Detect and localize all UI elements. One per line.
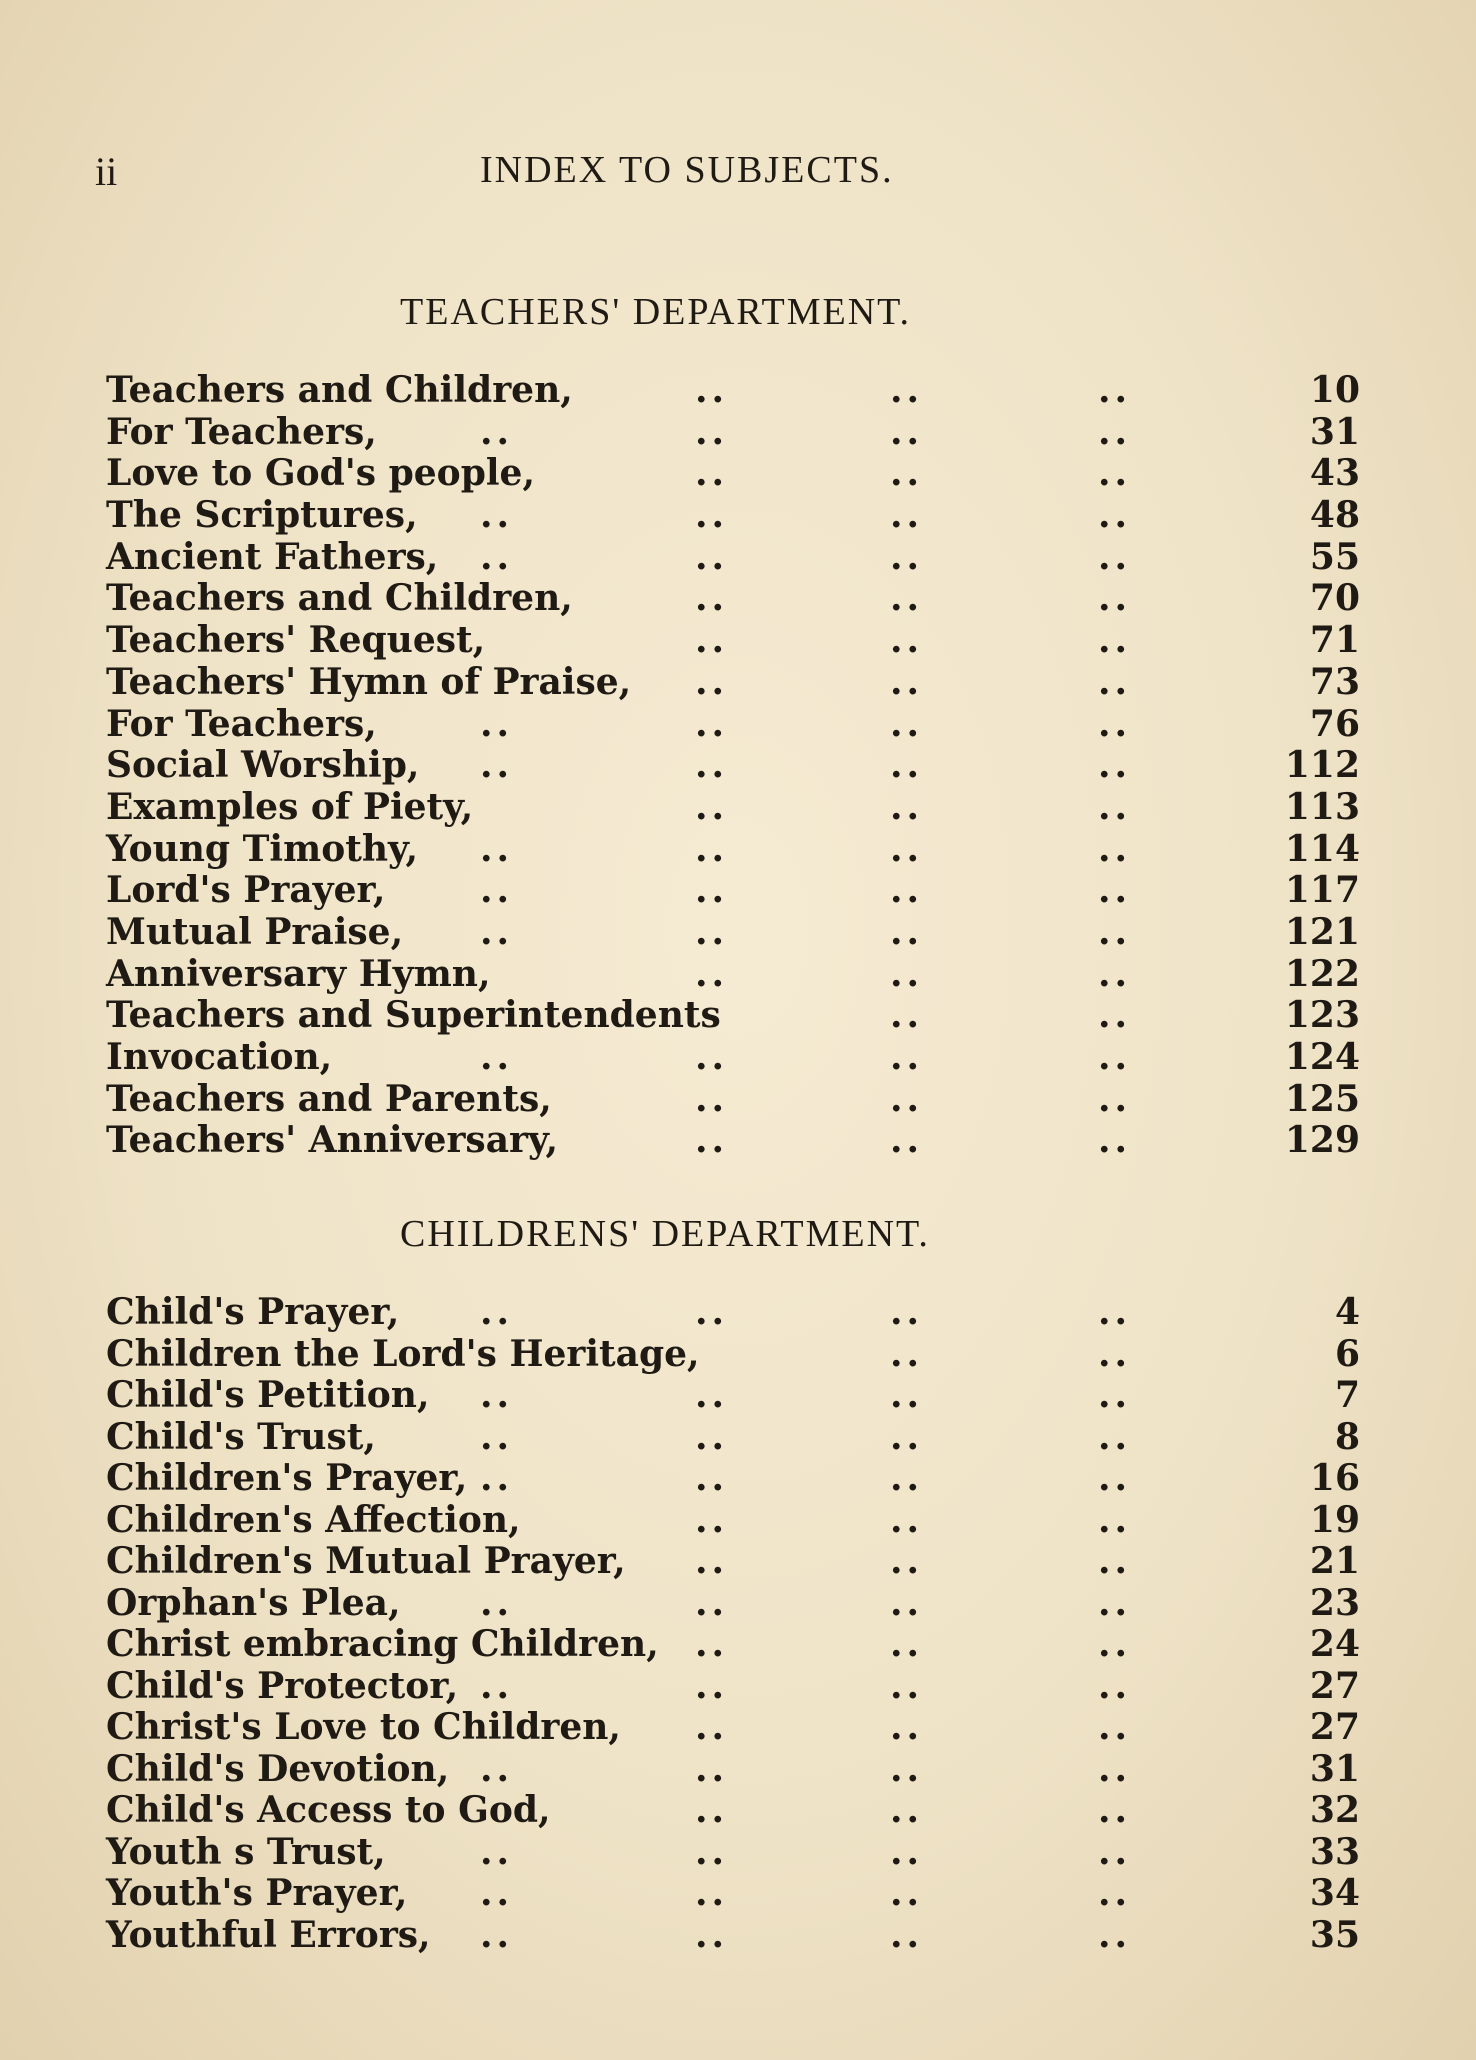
leader-dots: .. <box>695 869 729 912</box>
leader-dots: .. <box>695 1789 729 1831</box>
entry-page-number: 24 <box>1309 1623 1360 1665</box>
entry-title: For Teachers, <box>106 702 377 745</box>
leader-dots: .. <box>1098 1077 1132 1120</box>
leader-dots: .. <box>695 702 729 745</box>
index-entry <box>100 453 1360 495</box>
entry-title: For Teachers, <box>106 410 377 453</box>
entry-title: Teachers and Children, <box>106 369 573 411</box>
leader-dots: .. <box>695 660 729 703</box>
section-title-children: CHILDRENS' DEPARTMENT. <box>400 1213 930 1255</box>
leader-dots: .. <box>1098 827 1132 870</box>
entry-title: Youth's Prayer, <box>106 1872 408 1914</box>
leader-dots: .. <box>1098 702 1132 745</box>
leader-dots: .. <box>695 1913 729 1956</box>
entry-title: Teachers and Superintendents <box>106 994 721 1037</box>
entry-page-number: 124 <box>1284 1036 1360 1078</box>
entry-title: Teachers and Parents, <box>106 1077 552 1120</box>
leader-dots: .. <box>1098 744 1132 787</box>
leader-dots: .. <box>480 827 514 870</box>
index-entry <box>100 1375 1360 1417</box>
index-entry <box>100 1292 1360 1334</box>
entry-page-number: 122 <box>1284 952 1360 995</box>
leader-dots: .. <box>480 410 514 453</box>
leader-dots: .. <box>480 744 514 787</box>
index-entry <box>100 537 1360 579</box>
leader-dots: .. <box>480 1374 514 1416</box>
entry-page-number: 113 <box>1284 785 1360 828</box>
leader-dots: .. <box>1098 1457 1132 1499</box>
leader-dots: .. <box>890 1498 924 1541</box>
leader-dots: .. <box>480 1581 514 1624</box>
leader-dots: .. <box>890 1581 924 1624</box>
entry-page-number: 33 <box>1309 1830 1360 1873</box>
leader-dots: .. <box>1098 869 1132 912</box>
index-entry <box>100 1915 1360 1957</box>
leader-dots: .. <box>695 1706 729 1748</box>
leader-dots: .. <box>890 660 924 703</box>
index-entry <box>100 1790 1360 1832</box>
leader-dots: .. <box>890 577 924 620</box>
entry-title: Orphan's Plea, <box>106 1581 401 1624</box>
leader-dots: .. <box>1098 1291 1132 1333</box>
index-entry <box>100 1832 1360 1874</box>
entry-page-number: 112 <box>1284 744 1360 787</box>
leader-dots: .. <box>890 1332 924 1375</box>
index-entry <box>100 995 1360 1037</box>
entry-page-number: 70 <box>1309 577 1360 620</box>
leader-dots: .. <box>1098 1415 1132 1458</box>
leader-dots: .. <box>1098 1036 1132 1078</box>
leader-dots: .. <box>695 1119 729 1162</box>
entry-page-number: 76 <box>1309 702 1360 745</box>
entry-page-number: 31 <box>1309 410 1360 453</box>
leader-dots: .. <box>480 1457 514 1499</box>
leader-dots: .. <box>890 827 924 870</box>
entry-title: Child's Devotion, <box>106 1747 450 1790</box>
entry-page-number: 43 <box>1309 452 1360 495</box>
entry-page-number: 121 <box>1284 910 1360 953</box>
leader-dots: .. <box>890 1077 924 1120</box>
teachers-index-list <box>100 370 1360 1162</box>
index-entry <box>100 1120 1360 1162</box>
leader-dots: .. <box>1098 1332 1132 1375</box>
leader-dots: .. <box>890 744 924 787</box>
leader-dots: .. <box>890 1119 924 1162</box>
leader-dots: .. <box>695 1036 729 1078</box>
leader-dots: .. <box>890 1706 924 1748</box>
leader-dots: .. <box>890 1913 924 1956</box>
leader-dots: .. <box>480 1830 514 1873</box>
leader-dots: .. <box>1098 660 1132 703</box>
leader-dots: .. <box>890 1374 924 1416</box>
entry-page-number: 35 <box>1309 1913 1360 1956</box>
entry-title: Child's Access to God, <box>106 1789 551 1831</box>
leader-dots: .. <box>890 702 924 745</box>
entry-page-number: 16 <box>1309 1457 1360 1499</box>
leader-dots: .. <box>695 744 729 787</box>
entry-title: Teachers and Children, <box>106 577 573 620</box>
entry-title: Child's Protector, <box>106 1664 459 1707</box>
leader-dots: .. <box>890 410 924 453</box>
entry-page-number: 73 <box>1309 660 1360 703</box>
leader-dots: .. <box>695 1872 729 1914</box>
childrens-index-list <box>100 1292 1360 1956</box>
entry-title: Youthful Errors, <box>106 1913 431 1956</box>
leader-dots: .. <box>695 952 729 995</box>
leader-dots: .. <box>890 1872 924 1914</box>
leader-dots: .. <box>1098 410 1132 453</box>
leader-dots: .. <box>1098 1540 1132 1582</box>
entry-page-number: 21 <box>1309 1540 1360 1582</box>
entry-page-number: 31 <box>1309 1747 1360 1790</box>
entry-title: Child's Prayer, <box>106 1291 400 1333</box>
leader-dots: .. <box>1098 1830 1132 1873</box>
leader-dots: .. <box>1098 1913 1132 1956</box>
leader-dots: .. <box>695 785 729 828</box>
entry-page-number: 48 <box>1309 494 1360 537</box>
index-entry <box>100 1334 1360 1376</box>
leader-dots: .. <box>890 452 924 495</box>
entry-page-number: 34 <box>1309 1872 1360 1914</box>
leader-dots: .. <box>480 1664 514 1707</box>
leader-dots: .. <box>480 1747 514 1790</box>
leader-dots: .. <box>695 577 729 620</box>
leader-dots: .. <box>1098 785 1132 828</box>
entry-page-number: 125 <box>1284 1077 1360 1120</box>
index-entry <box>100 912 1360 954</box>
index-entry <box>100 954 1360 996</box>
entry-title: Children the Lord's Heritage, <box>106 1332 700 1375</box>
entry-title: Teachers' Anniversary, <box>106 1119 558 1162</box>
entry-page-number: 7 <box>1334 1374 1360 1416</box>
leader-dots: .. <box>890 1540 924 1582</box>
leader-dots: .. <box>890 535 924 578</box>
leader-dots: .. <box>695 827 729 870</box>
leader-dots: .. <box>1098 1374 1132 1416</box>
index-entry <box>100 1079 1360 1121</box>
leader-dots: .. <box>1098 535 1132 578</box>
leader-dots: .. <box>890 1664 924 1707</box>
entry-title: Children's Prayer, <box>106 1457 468 1499</box>
leader-dots: .. <box>1098 1498 1132 1541</box>
childrens-department-section <box>100 1212 1360 1956</box>
leader-dots: .. <box>480 535 514 578</box>
leader-dots: .. <box>695 1077 729 1120</box>
page-number: ii <box>95 149 118 194</box>
index-entry <box>100 1541 1360 1583</box>
leader-dots: .. <box>1098 1664 1132 1707</box>
leader-dots: .. <box>695 910 729 953</box>
index-entry <box>100 870 1360 912</box>
leader-dots: .. <box>1098 494 1132 537</box>
leader-dots: .. <box>695 1664 729 1707</box>
leader-dots: .. <box>695 1415 729 1458</box>
entry-title: Ancient Fathers, <box>106 535 439 578</box>
entry-page-number: 55 <box>1309 535 1360 578</box>
leader-dots: .. <box>480 869 514 912</box>
entry-title: Examples of Piety, <box>106 785 474 828</box>
index-entry <box>100 412 1360 454</box>
leader-dots: .. <box>890 369 924 411</box>
leader-dots: .. <box>695 1457 729 1499</box>
entry-page-number: 4 <box>1334 1291 1360 1333</box>
leader-dots: .. <box>1098 1581 1132 1624</box>
entry-page-number: 6 <box>1334 1332 1360 1375</box>
entry-page-number: 23 <box>1309 1581 1360 1624</box>
leader-dots: .. <box>480 1415 514 1458</box>
entry-title: Children's Mutual Prayer, <box>106 1540 626 1582</box>
leader-dots: .. <box>695 1830 729 1873</box>
leader-dots: .. <box>695 535 729 578</box>
entry-title: Love to God's people, <box>106 452 535 495</box>
leader-dots: .. <box>1098 452 1132 495</box>
index-entry <box>100 620 1360 662</box>
leader-dots: .. <box>890 1623 924 1665</box>
leader-dots: .. <box>480 1872 514 1914</box>
index-entry <box>100 787 1360 829</box>
index-entry <box>100 829 1360 871</box>
section-title-teachers: TEACHERS' DEPARTMENT. <box>400 291 912 333</box>
index-entry <box>100 370 1360 412</box>
entry-page-number: 129 <box>1284 1119 1360 1162</box>
leader-dots: .. <box>1098 577 1132 620</box>
leader-dots: .. <box>890 1830 924 1873</box>
leader-dots: .. <box>1098 952 1132 995</box>
leader-dots: .. <box>890 494 924 537</box>
entry-title: The Scriptures, <box>106 494 418 537</box>
leader-dots: .. <box>1098 369 1132 411</box>
leader-dots: .. <box>890 1036 924 1078</box>
index-entry <box>100 1749 1360 1791</box>
leader-dots: .. <box>890 785 924 828</box>
leader-dots: .. <box>890 994 924 1037</box>
leader-dots: .. <box>695 1540 729 1582</box>
index-entry <box>100 1037 1360 1079</box>
entry-title: Lord's Prayer, <box>106 869 386 912</box>
leader-dots: .. <box>480 1913 514 1956</box>
index-entry <box>100 745 1360 787</box>
leader-dots: .. <box>1098 1872 1132 1914</box>
leader-dots: .. <box>695 1581 729 1624</box>
index-entry <box>100 1666 1360 1708</box>
leader-dots: .. <box>1098 994 1132 1037</box>
index-entry <box>100 578 1360 620</box>
leader-dots: .. <box>1098 1623 1132 1665</box>
entry-page-number: 8 <box>1334 1415 1360 1458</box>
leader-dots: .. <box>695 619 729 662</box>
entry-title: Christ embracing Children, <box>106 1623 659 1665</box>
entry-page-number: 27 <box>1309 1706 1360 1748</box>
leader-dots: .. <box>1098 1789 1132 1831</box>
leader-dots: .. <box>695 452 729 495</box>
leader-dots: .. <box>480 702 514 745</box>
entry-title: Young Timothy, <box>106 827 419 870</box>
leader-dots: .. <box>1098 1119 1132 1162</box>
entry-page-number: 114 <box>1284 827 1360 870</box>
leader-dots: .. <box>1098 1747 1132 1790</box>
leader-dots: .. <box>695 1498 729 1541</box>
entry-title: Christ's Love to Children, <box>106 1706 621 1748</box>
leader-dots: .. <box>695 410 729 453</box>
index-entry <box>100 1873 1360 1915</box>
leader-dots: .. <box>890 952 924 995</box>
entry-title: Youth s Trust, <box>106 1830 386 1873</box>
teachers-department-section <box>100 290 1360 1162</box>
leader-dots: .. <box>890 1789 924 1831</box>
index-entry <box>100 1500 1360 1542</box>
leader-dots: .. <box>695 1747 729 1790</box>
leader-dots: .. <box>1098 1706 1132 1748</box>
index-entry <box>100 662 1360 704</box>
leader-dots: .. <box>1098 619 1132 662</box>
entry-title: Child's Petition, <box>106 1374 430 1416</box>
page-header <box>95 148 1385 198</box>
index-entry <box>100 1624 1360 1666</box>
entry-page-number: 32 <box>1309 1789 1360 1831</box>
leader-dots: .. <box>695 1374 729 1416</box>
leader-dots: .. <box>1098 910 1132 953</box>
entry-title: Teachers' Hymn of Praise, <box>106 660 632 703</box>
leader-dots: .. <box>890 1415 924 1458</box>
leader-dots: .. <box>890 1457 924 1499</box>
entry-title: Anniversary Hymn, <box>106 952 491 995</box>
leader-dots: .. <box>695 369 729 411</box>
index-entry <box>100 1458 1360 1500</box>
entry-title: Invocation, <box>106 1036 333 1078</box>
leader-dots: .. <box>480 494 514 537</box>
entry-page-number: 123 <box>1284 994 1360 1037</box>
leader-dots: .. <box>890 619 924 662</box>
index-entry <box>100 1707 1360 1749</box>
leader-dots: .. <box>890 869 924 912</box>
leader-dots: .. <box>890 1291 924 1333</box>
leader-dots: .. <box>480 1291 514 1333</box>
leader-dots: .. <box>480 1036 514 1078</box>
leader-dots: .. <box>695 1623 729 1665</box>
leader-dots: .. <box>480 910 514 953</box>
leader-dots: .. <box>695 1291 729 1333</box>
entry-page-number: 117 <box>1284 869 1360 912</box>
leader-dots: .. <box>890 1747 924 1790</box>
running-head: INDEX TO SUBJECTS. <box>480 149 894 191</box>
entry-page-number: 27 <box>1309 1664 1360 1707</box>
entry-page-number: 19 <box>1309 1498 1360 1541</box>
index-entry <box>100 495 1360 537</box>
index-entry <box>100 704 1360 746</box>
entry-title: Teachers' Request, <box>106 619 486 662</box>
entry-title: Mutual Praise, <box>106 910 404 953</box>
entry-page-number: 71 <box>1309 619 1360 662</box>
leader-dots: .. <box>890 910 924 953</box>
leader-dots: .. <box>695 494 729 537</box>
entry-page-number: 10 <box>1309 369 1360 411</box>
entry-title: Children's Affection, <box>106 1498 521 1541</box>
index-entry <box>100 1583 1360 1625</box>
entry-title: Social Worship, <box>106 744 420 787</box>
entry-title: Child's Trust, <box>106 1415 376 1458</box>
index-entry <box>100 1417 1360 1459</box>
